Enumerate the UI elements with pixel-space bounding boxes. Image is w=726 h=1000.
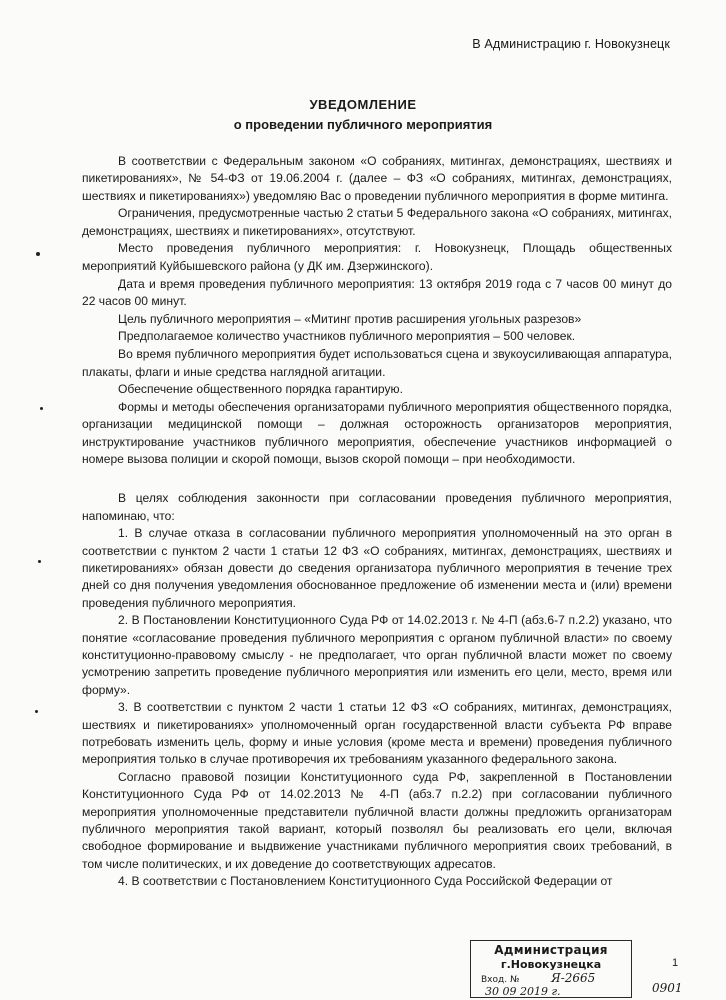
page-number: 1 (672, 957, 679, 969)
stamp-date: 30 09 2019 г. (485, 985, 561, 998)
paragraph-purpose: Цель публичного мероприятия – «Митинг против расширения угольных разрезов» (118, 311, 582, 326)
paragraph-location: Место проведения публичного мероприятия: г. Новокузнецк, Площадь общественных мероприятий Куйбышевского района (у ДК им. Дзержинского). (82, 241, 672, 273)
paragraph-item-1: 1. В случае отказа в согласовании публичного мероприятия уполномоченный на это орган в соответствии с пунктом 2 части 1 статьи 12 ФЗ «О собраниях, митингах, демонстрациях, шествиях и пикетированиях» обязан довести до сведения организатора публичного мероприятия в течение трех дней со дня получения уведомления обоснованное предложение об изменении места и (или) времени проведения публичного мероприятия. (82, 526, 672, 610)
paragraph-legal-position: Согласно правовой позиции Конституционного суда РФ, закрепленной в Постановлении Конституционного Суда РФ от 14.02.2013 № 4-П (абз.7 п.2.2) при согласовании публичного мероприятия уполномоченные представители публичной власти должны предложить организаторам публичного мероприятия такой вариант, который позволял бы реализовать его цели, включая свободное формирование и выдвижение участниками публичного мероприятия своих требований, в том числе политических, и их доведение до соответствующих адресатов. (82, 770, 672, 871)
stamp-incoming-label: Вход. № (481, 975, 520, 985)
paragraph-item-4: 4. В соответствии с Постановлением Конституционного Суда Российской Федерации от (118, 874, 613, 889)
paragraph-order: Обеспечение общественного порядка гарантирую. (118, 382, 403, 397)
scan-speck (35, 710, 38, 713)
scan-speck (38, 560, 41, 563)
paragraph-restrictions: Ограничения, предусмотренные частью 2 статьи 5 Федерального закона «О собраниях, митингах, демонстрациях, шествиях и пикетированиях», отсутствуют. (82, 206, 672, 238)
document-subtitle: о проведении публичного мероприятия (233, 117, 493, 132)
scan-speck (36, 252, 40, 256)
paragraph-methods: Формы и методы обеспечения организаторами публичного мероприятия общественного порядка, организации медицинской помощи – должная осторожность организаторов мероприятия, инструктирование участников публичного мероприятия, обеспечение участников информацией о номере вызова полиции и скорой помощи, вызов скорой помощи – при необходимости. (82, 400, 672, 467)
paragraph-item-3: 3. В соответствии с пунктом 2 части 1 статьи 12 ФЗ «О собраниях, митингах, демонстрациях, шествиях и пикетированиях» уполномоченный орган государственной власти субъекта РФ вправе потребовать изменить цель, форму и иные условия (кроме места и времени) проведения публичного мероприятия только в случае противоречия их требованиям указанного федерального закона. (82, 700, 672, 767)
handwritten-note: 0901 (652, 981, 683, 995)
document-title: УВЕДОМЛЕНИЕ (309, 97, 417, 112)
registration-stamp (470, 940, 632, 998)
stamp-organization: Администрация (494, 943, 608, 957)
stamp-city: г.Новокузнецка (500, 958, 602, 971)
paragraph-intro: В соответствии с Федеральным законом «О собраниях, митингах, демонстрациях, шествиях и пикетированиях», № 54-ФЗ от 19.06.2004 г. (далее – ФЗ «О собраниях, митингах, демонстрациях, шествиях и пикетированиях») уведомляю Вас о проведении публичного мероприятия в форме митинга. (82, 154, 672, 203)
document-body (82, 153, 672, 891)
paragraph-equipment: Во время публичного мероприятия будет использоваться сцена и звукоусиливающая аппаратура, плакаты, флаги и иные средства наглядной агитации. (82, 347, 672, 379)
paragraph-item-2: 2. В Постановлении Конституционного Суда РФ от 14.02.2013 г. № 4-П (абз.6-7 п.2.2) указано, что понятие «согласование проведения публичного мероприятия с органом публичной власти» по своему конституционно-правовому смыслу - не предполагает, что орган публичной власти может по своему усмотрению запретить проведение публичного мероприятия или изменить его цели, место, время или форму». (82, 613, 672, 697)
paragraph-datetime: Дата и время проведения публичного мероприятия: 13 октября 2019 года с 7 часов 00 минут до 22 часов 00 минут. (82, 276, 672, 308)
paragraph-participants: Предполагаемое количество участников публичного мероприятия – 500 человек. (118, 329, 576, 344)
addressee: В Администрацию г. Новокузнецк (472, 37, 670, 51)
stamp-incoming-number: Я-2665 (551, 971, 596, 985)
scan-speck (40, 407, 43, 410)
paragraph-reminder: В целях соблюдения законности при согласовании проведения публичного мероприятия, напоминаю, что: (82, 491, 672, 523)
